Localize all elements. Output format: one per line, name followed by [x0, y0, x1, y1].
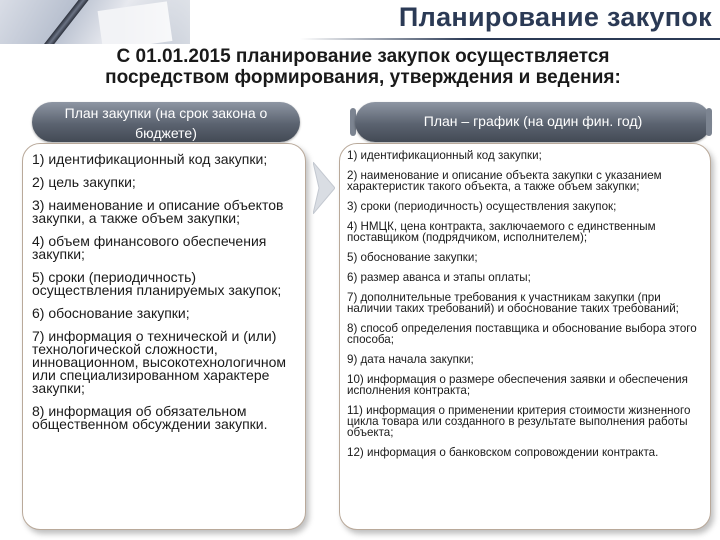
subtitle-line-2: посредством формирования, утверждения и ведения:: [105, 67, 621, 88]
header-fade: [120, 0, 240, 44]
pen-image: [39, 0, 88, 44]
page-subtitle: [18, 46, 708, 88]
list-item: 5) сроки (периодичность) осуществления планируемых закупок;: [32, 269, 282, 298]
list-item: 2) цель закупки;: [32, 174, 136, 190]
list-item: 7) информация о технической и (или) технологической сложности, инновационном, высокотехнологичном или специализированном характере закупки;: [32, 328, 287, 396]
list-item: 3) наименование и описание объектов закупки, а также объем закупки;: [32, 197, 284, 226]
right-arrow-icon: [313, 162, 335, 214]
list-item: 6) обоснование закупки;: [32, 305, 190, 321]
heading-cap-right: [706, 108, 712, 136]
list-item: 4) НМЦК, цена контракта, заключаемого с единственным поставщиком (подрядчиком, исполнителем);: [347, 220, 656, 244]
right-item-list: [347, 150, 706, 467]
list-item: 10) информация о размере обеспечения заявки и обеспечения исполнения контракта;: [347, 373, 688, 397]
left-panel: [22, 143, 306, 530]
list-item: 8) информация об обязательном общественном обсуждении закупки.: [32, 403, 268, 432]
list-item: 7) дополнительные требования к участникам закупки (при наличии таких требований) и обоснование таких требований;: [347, 291, 679, 315]
left-heading-line-2: бюджете): [135, 125, 197, 141]
subtitle-line-1: С 01.01.2015 планирование закупок осуществляется: [116, 46, 610, 67]
right-panel: [339, 143, 711, 530]
page-title: Планирование закупок: [398, 2, 712, 32]
list-item: 9) дата начала закупки;: [347, 353, 474, 366]
left-panel-heading: [32, 102, 300, 142]
list-item: 2) наименование и описание объекта закупки с указанием характеристик такого объекта, а также объем закупки;: [347, 169, 662, 193]
right-heading-text: План – график (на один фин. год): [423, 113, 643, 129]
list-item: 11) информация о применении критерия стоимости жизненного цикла товара или созданного в результате выполнения работы объекта;: [347, 404, 691, 439]
right-panel-heading: [355, 102, 711, 142]
list-item: 5) обоснование закупки;: [347, 251, 478, 264]
left-heading-line-1: План закупки (на срок закона о: [64, 105, 268, 121]
list-item: 1) идентификационный код закупки;: [347, 149, 542, 162]
list-item: 1) идентификационный код закупки;: [32, 151, 268, 167]
list-item: 4) объем финансового обеспечения закупки;: [32, 233, 267, 262]
title-divider: [300, 38, 720, 40]
left-item-list: [32, 153, 299, 441]
list-item: 12) информация о банковском сопровождении контракта.: [347, 446, 659, 459]
list-item: 8) способ определения поставщика и обоснование выбора этого способа;: [347, 322, 697, 346]
list-item: 3) сроки (периодичность) осуществления закупок;: [347, 200, 617, 213]
list-item: 6) размер аванса и этапы оплаты;: [347, 271, 531, 284]
